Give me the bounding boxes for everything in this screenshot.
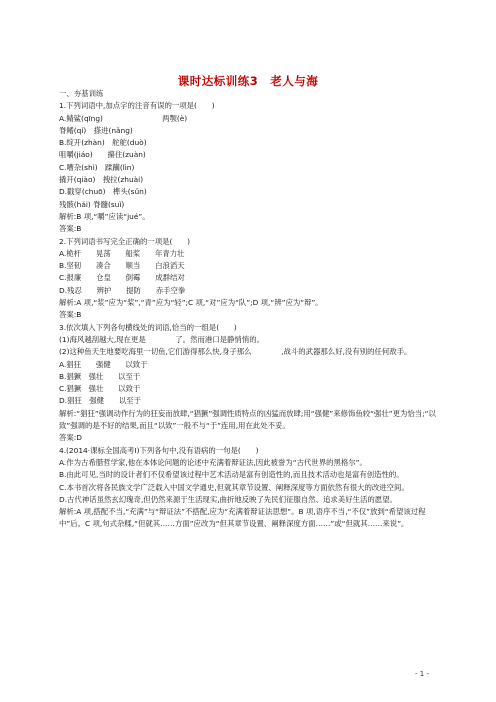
text-line: 4.(2014·课标全国高考Ⅰ)下列各句中,没有语病的一句是( ) <box>59 445 259 455</box>
text-line: 2.下列词语书写完全正确的一项是( ) <box>59 236 191 246</box>
text-line: 一、夯基训练 <box>59 89 104 98</box>
text-line: B.猖獗 强壮 以至于 <box>59 371 141 381</box>
text-line: A.鲭鲨(qīnɡ) 两颚(è) <box>59 113 188 123</box>
text-line: 咀嚼(jiáo) 攥住(zuàn) <box>59 150 146 160</box>
text-line: 残骸(hái) 脊髓(suǐ) <box>59 199 125 209</box>
text-line: A.作为古希腊哲学家,他在本体论问题的论述中充满着辩证法,因此被誉为“古代世界的黑格尔”。 <box>59 457 367 467</box>
text-line: 答案:B <box>59 224 82 234</box>
text-line: 3.依次填入下列各句横线处的词语,恰当的一组是( ) <box>59 322 237 332</box>
text-line: 解析:“猖狂”强调动作行为的狂妄而放肆,“猖獗”强调性质特点的凶猛而放肆;用“强健”来修饰鱼较“强壮”更为恰当;“以致”强调的是不好的结果,而且“以致”一般不与“于”连用,用在此处不妥。 <box>59 408 436 431</box>
text-line: 撬开(qiào) 拽拉(zhuài) <box>59 175 144 185</box>
text-line: B.由此可见,当时的设计者们不仅希望该过程中艺术活动是富有创造性的,而且技术活动也是富有创造性的。 <box>59 470 404 480</box>
page-title: 课时达标训练3 老人与海 <box>177 74 319 88</box>
text-line: C.本书首次将各民族文学广泛载入中国文学通史,但就其章节设置、阐释深度等方面依然有很大的改进空间。 <box>59 482 409 492</box>
text-line: D.残忍 辨护 提防 赤手空拳 <box>59 285 186 295</box>
text-line: (2)这种鱼天生地要吃海里一切鱼,它们游得那么快,身子那么 ,战斗的武器那么好,没有别的任何敌手。 <box>59 347 412 357</box>
text-line: 解析:A 项,“浆”应为“桨”,“青”应为“轻”;C 项,“对”应为“队”;D 项,“辨”应为“辩”。 <box>59 298 323 308</box>
text-line: C.报廉 仓皇 倒霉 成群结对 <box>59 273 185 283</box>
text-line: 答案:B <box>59 310 82 320</box>
text-line: C.猖獗 强壮 以致于 <box>59 384 141 394</box>
page-number: - 1 - <box>415 670 429 678</box>
text-line: (1)海风越刮越大,现在更是 了。然而港口是静悄悄的。 <box>59 334 264 344</box>
text-line: D.猖狂 强健 以至于 <box>59 396 141 406</box>
text-line: 解析:A 项,搭配不当,“充满”与“辩证法”不搭配,应为“充满着辩证法思想”。B 项,语序不当,“不仅”放到“希望该过程中”后。C 项,句式杂糅,“但就其……方面”应改为“但其章节设置、阐释深度方面……”或“但就其……来说”。 <box>59 507 426 529</box>
text-line: 1.下列词语中,加点字的注音有误的一项是( ) <box>59 101 215 111</box>
text-line: A.猖狂 强健 以致于 <box>59 359 148 369</box>
text-line: B.绽开(zhàn) 舵舵(duò) <box>59 138 147 148</box>
text-line: A.桅杆 晃荡 船桨 年青力壮 <box>59 248 185 258</box>
text-line: D.古代神话虽然玄幻瑰奇,但仍然来源于生活现实,曲折地反映了先民们征服自然、追求美好生活的愿望。 <box>59 494 397 504</box>
text-line: B.坚韧 凑合 顺当 白浪滔天 <box>59 261 185 271</box>
text-line: 解析:B 项,“嚼”应读“jué”。 <box>59 211 150 221</box>
text-line: 脊鳍(qí) 搽进(nǎnɡ) <box>59 125 133 135</box>
text-line: C.嘈杂(shì) 蹂躏(lìn) <box>59 162 135 172</box>
document-body <box>59 88 441 531</box>
text-line: 答案:D <box>59 433 82 443</box>
text-line: D.戳穿(chuō) 榫头(sǔn) <box>59 187 147 197</box>
